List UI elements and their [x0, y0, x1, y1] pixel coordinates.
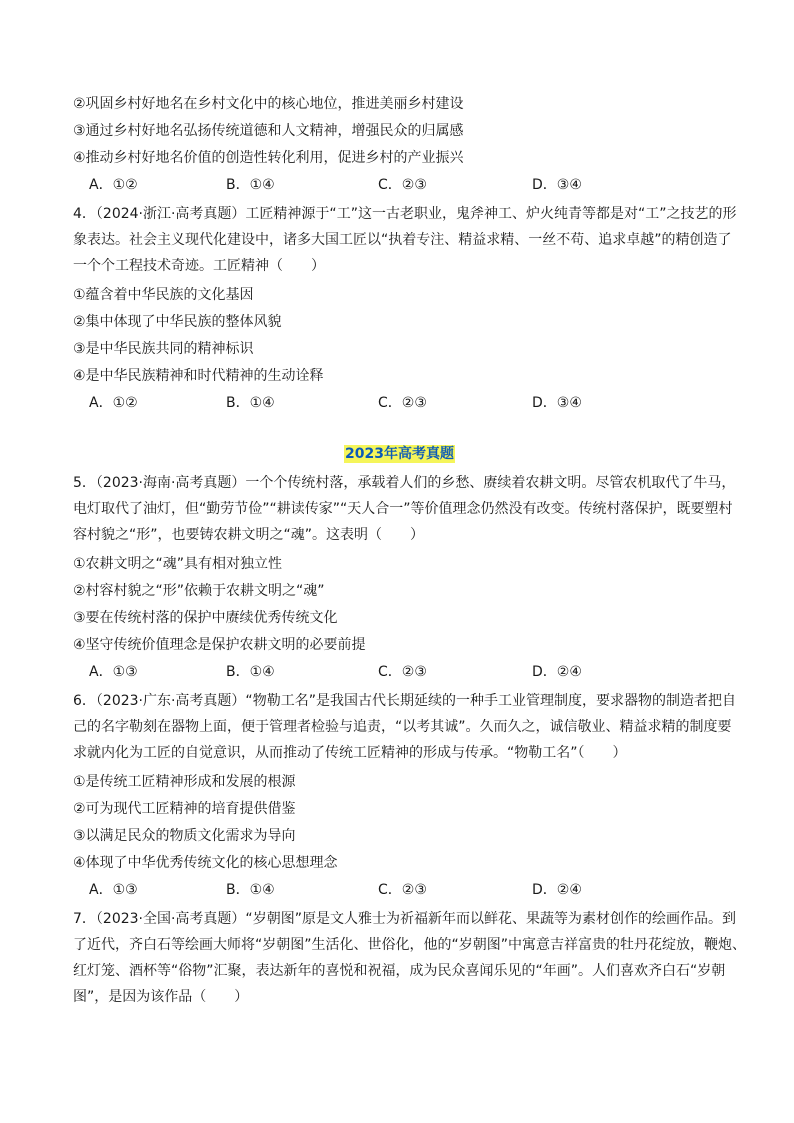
q4-choice-b[interactable]: B．①④: [226, 395, 275, 411]
q6-option-4: ④体现了中华优秀传统文化的核心思想理念: [73, 855, 338, 871]
q4-stem-line-2: 象表达。社会主义现代化建设中，诸多大国工匠以“执着专注、精益求精、一丝不苟、追求卓越”的精创造了: [73, 232, 732, 248]
q6-stem-line-2: 己的名字勒刻在器物上面，便于管理者检验与追责，“以考其诚”。久而久之，诚信敬业、精益求精的制度要: [73, 719, 732, 735]
q6-stem-line-1: 6．（2023·广东·高考真题）“物勒工名”是我国古代长期延续的一种手工业管理制度，要求器物的制造者把自: [73, 693, 736, 709]
q5-stem-line-1: 5．（2023·海南·高考真题）一个个传统村落，承载着人们的乡愁、赓续着农耕文明。尽管农机取代了牛马，: [73, 475, 736, 491]
q5-choice-c[interactable]: C．②③: [378, 664, 427, 680]
q5-stem-line-2: 电灯取代了油灯，但“勤劳节俭”“耕读传家”“天人合一”等价值理念仍然没有改变。传统村落保护，既要塑村: [73, 501, 733, 517]
q4-stem-line-3: 一个个工程技术奇迹。工匠精神（ ）: [73, 258, 325, 274]
q4-choice-c[interactable]: C．②③: [378, 395, 427, 411]
q5-option-4: ④坚守传统价值理念是保护农耕文明的必要前提: [73, 637, 366, 653]
q6-choice-d[interactable]: D．②④: [532, 882, 582, 898]
q6-choices: [89, 880, 709, 900]
q7-stem-line-1: 7．（2023·全国·高考真题）“岁朝图”原是文人雅士为祈福新年而以鲜花、果蔬等为素材创作的绘画作品。到: [73, 911, 736, 927]
q3-choice-a[interactable]: A．①②: [89, 177, 138, 193]
q3-choices: [89, 175, 709, 195]
q5-choice-d[interactable]: D．②④: [532, 664, 582, 680]
q4-stem-line-1: 4．（2024·浙江·高考真题）工匠精神源于“工”这一古老职业，鬼斧神工、炉火纯青等都是对“工”之技艺的形: [73, 206, 737, 222]
q3-choice-d[interactable]: D．③④: [532, 177, 582, 193]
q6-option-1: ①是传统工匠精神形成和发展的根源: [73, 774, 296, 790]
q5-option-1: ①农耕文明之“魂”具有相对独立性: [73, 556, 283, 572]
q4-choice-a[interactable]: A．①②: [89, 395, 138, 411]
q6-choice-c[interactable]: C．②③: [378, 882, 427, 898]
q6-option-2: ②可为现代工匠精神的培育提供借鉴: [73, 801, 296, 817]
q6-stem-line-3: 求就内化为工匠的自觉意识，从而推动了传统工匠精神的形成与传承。“物勒工名”（ ）: [73, 745, 627, 761]
q3-option-3: ③通过乡村好地名弘扬传统道德和人文精神，增强民众的归属感: [73, 123, 464, 139]
q4-choices: [89, 393, 709, 413]
q5-option-2: ②村容村貌之“形”依赖于农耕文明之“魂”: [73, 583, 325, 599]
q5-choice-b[interactable]: B．①④: [226, 664, 275, 680]
section-heading: 2023年高考真题: [345, 446, 454, 462]
q5-choice-a[interactable]: A．①③: [89, 664, 138, 680]
q3-option-2: ②巩固乡村好地名在乡村文化中的核心地位，推进美丽乡村建设: [73, 96, 464, 112]
q5-option-3: ③要在传统村落的保护中赓续优秀传统文化: [73, 610, 338, 626]
q4-option-1: ①蕴含着中华民族的文化基因: [73, 287, 254, 303]
q4-option-3: ③是中华民族共同的精神标识: [73, 341, 254, 357]
q5-choices: [89, 662, 709, 682]
q4-choice-d[interactable]: D．③④: [532, 395, 582, 411]
q7-stem-line-4: 图”，是因为该作品（ ）: [73, 989, 249, 1005]
q6-choice-b[interactable]: B．①④: [226, 882, 275, 898]
q3-choice-b[interactable]: B．①④: [226, 177, 275, 193]
q4-option-4: ④是中华民族精神和时代精神的生动诠释: [73, 368, 324, 384]
q7-stem-line-3: 红灯笼、酒杯等“俗物”汇聚，表达新年的喜悦和祝福，成为民众喜闻乐见的“年画”。人们喜欢齐白石“岁朝: [73, 963, 726, 979]
q3-option-4: ④推动乡村好地名价值的创造性转化利用，促进乡村的产业振兴: [73, 150, 464, 166]
q6-choice-a[interactable]: A．①③: [89, 882, 138, 898]
q5-stem-line-3: 容村貌之“形”，也要铸农耕文明之“魂”。这表明（ ）: [73, 527, 425, 543]
q7-stem-line-2: 了近代，齐白石等绘画大师将“岁朝图”生活化、世俗化，他的“岁朝图”中寓意吉祥富贵的牡丹花绽放，鞭炮、: [73, 937, 747, 953]
q3-choice-c[interactable]: C．②③: [378, 177, 427, 193]
q4-option-2: ②集中体现了中华民族的整体风貌: [73, 314, 282, 330]
q6-option-3: ③以满足民众的物质文化需求为导向: [73, 828, 296, 844]
